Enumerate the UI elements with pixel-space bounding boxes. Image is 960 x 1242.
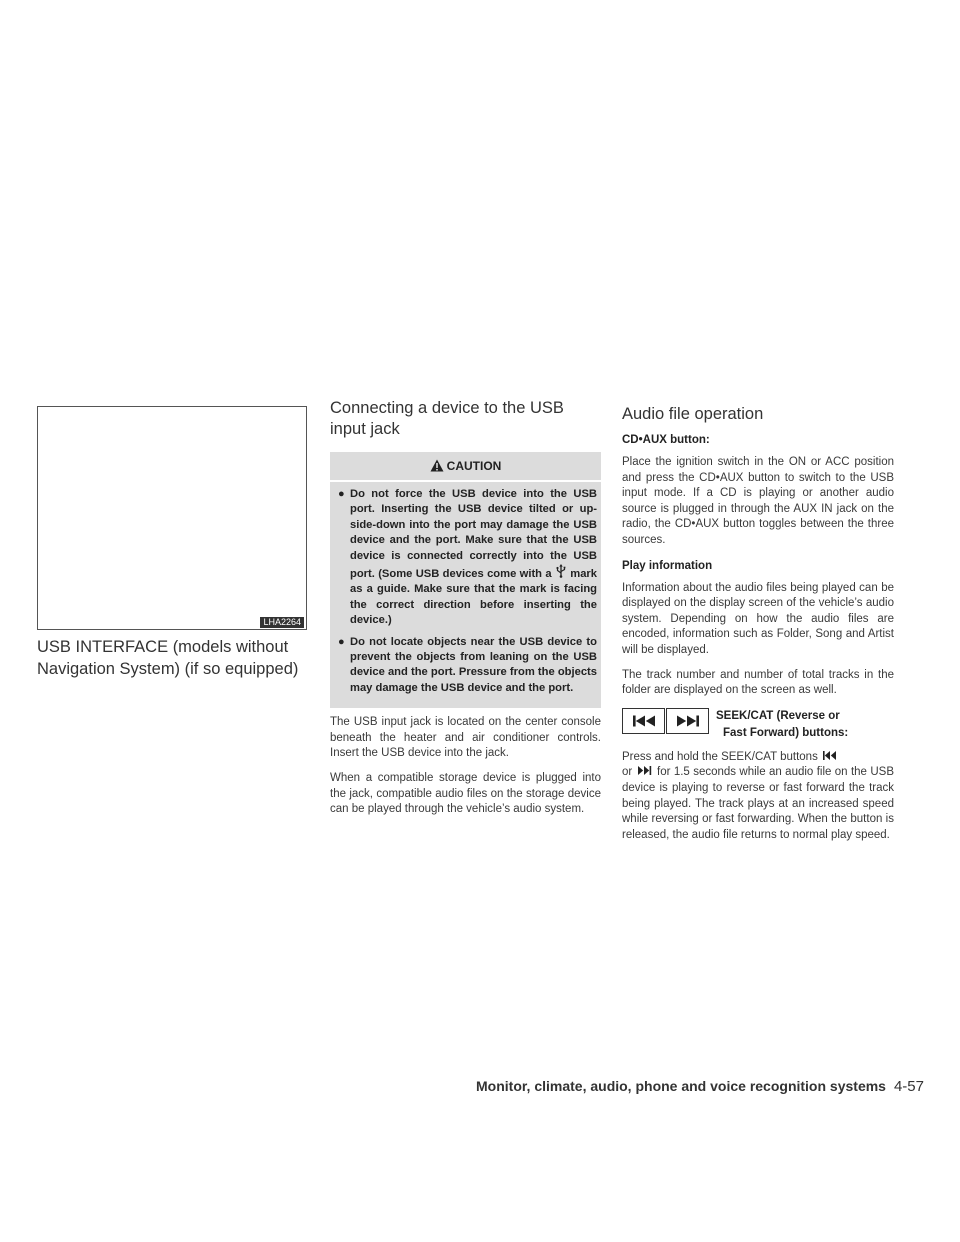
paragraph-compatible-device: When a compatible storage device is plugged into the jack, compatible audio files on the storage device can be played through the vehicle’s audio system. (330, 772, 601, 816)
seek-text-b: for 1.5 seconds while an audio file on the USB device is playing to reverse or fast forward the track being played. The track plays at an increased speed while reversing or fast forwarding. When the button is released, the audio file returns to normal play speed. (622, 766, 894, 841)
play-info-paragraph-2: The track number and number of total tracks in the folder are displayed on the screen as well. (622, 668, 894, 697)
page-footer (476, 1078, 924, 1095)
subheading-audio-file-operation: Audio file operation (622, 405, 764, 423)
warning-triangle-icon (430, 458, 444, 478)
figure-label: LHA2264 (260, 617, 304, 628)
seek-forward-icon (666, 708, 709, 734)
caution-title (330, 456, 601, 482)
play-info-heading: Play information (622, 559, 713, 572)
seek-buttons-illustration (622, 708, 710, 734)
seek-cat-row (622, 708, 894, 742)
caution-box (330, 452, 601, 708)
caution-item-text: Do not locate objects near the USB device to prevent the objects from leaning on the USB device and the port. Pressure from the objects may damage the USB device and the port. (350, 635, 597, 694)
column-2 (330, 398, 601, 827)
paragraph-usb-location: The USB input jack is located on the center console beneath the heater and air conditioner controls. Insert the USB device into the jack. (330, 716, 601, 760)
seek-text-or: or (622, 766, 633, 779)
cdaux-paragraph: Place the ignition switch in the ON or ACC position and press the CD•AUX button to switch to the USB input mode. If a CD is playing or another audio source is plugged in through the AUX IN jack on the radio, the CD•AUX button toggles between the three sources. (622, 456, 894, 546)
seek-cat-label (716, 708, 848, 742)
column-1 (37, 636, 312, 680)
page-number: 4-57 (893, 1078, 924, 1095)
seek-text-a: Press and hold the SEEK/CAT buttons (622, 750, 818, 763)
caution-item (330, 635, 601, 697)
seek-reverse-inline-icon (823, 750, 837, 766)
figure-image (37, 406, 307, 630)
footer-section-title: Monitor, climate, audio, phone and voice recognition systems (476, 1078, 886, 1094)
caution-item (330, 487, 601, 629)
caution-item-text-before: Do not force the USB device into the USB port. Inserting the USB device tilted or up-side-down into the port may damage the USB device and the port. Make sure that the USB device is connected correctly into the USB port. (Some USB devices come with a (350, 488, 597, 581)
bullet: ● (338, 488, 345, 500)
caution-title-text: CAUTION (446, 459, 502, 473)
caution-item-text-after: mark as a guide. Make sure that the mark is facing the correct direction before inserting the device.) (350, 568, 598, 627)
seek-cat-paragraph (622, 750, 894, 844)
seek-reverse-icon (622, 708, 665, 734)
column-3 (622, 404, 894, 852)
section-heading-usb-interface: USB INTERFACE (models without Navigation System) (if so equipped) (37, 638, 299, 678)
seek-cat-label-line-1: SEEK/CAT (Reverse or (716, 709, 840, 722)
cdaux-heading: CD•AUX button: (622, 434, 710, 446)
bullet: ● (338, 635, 345, 648)
play-info-paragraph-1: Information about the audio files being played can be displayed on the display screen of the vehicle’s audio system. Depending on how the audio files are encoded, information such as Folder, Song and Artist will be displayed. (622, 581, 894, 656)
subheading-connecting-device: Connecting a device to the USB input jack (330, 399, 564, 438)
usb-mark-icon (555, 564, 567, 578)
caution-list (330, 487, 601, 696)
seek-forward-inline-icon (638, 765, 652, 781)
seek-cat-label-line-2: Fast Forward) buttons: (723, 726, 849, 739)
